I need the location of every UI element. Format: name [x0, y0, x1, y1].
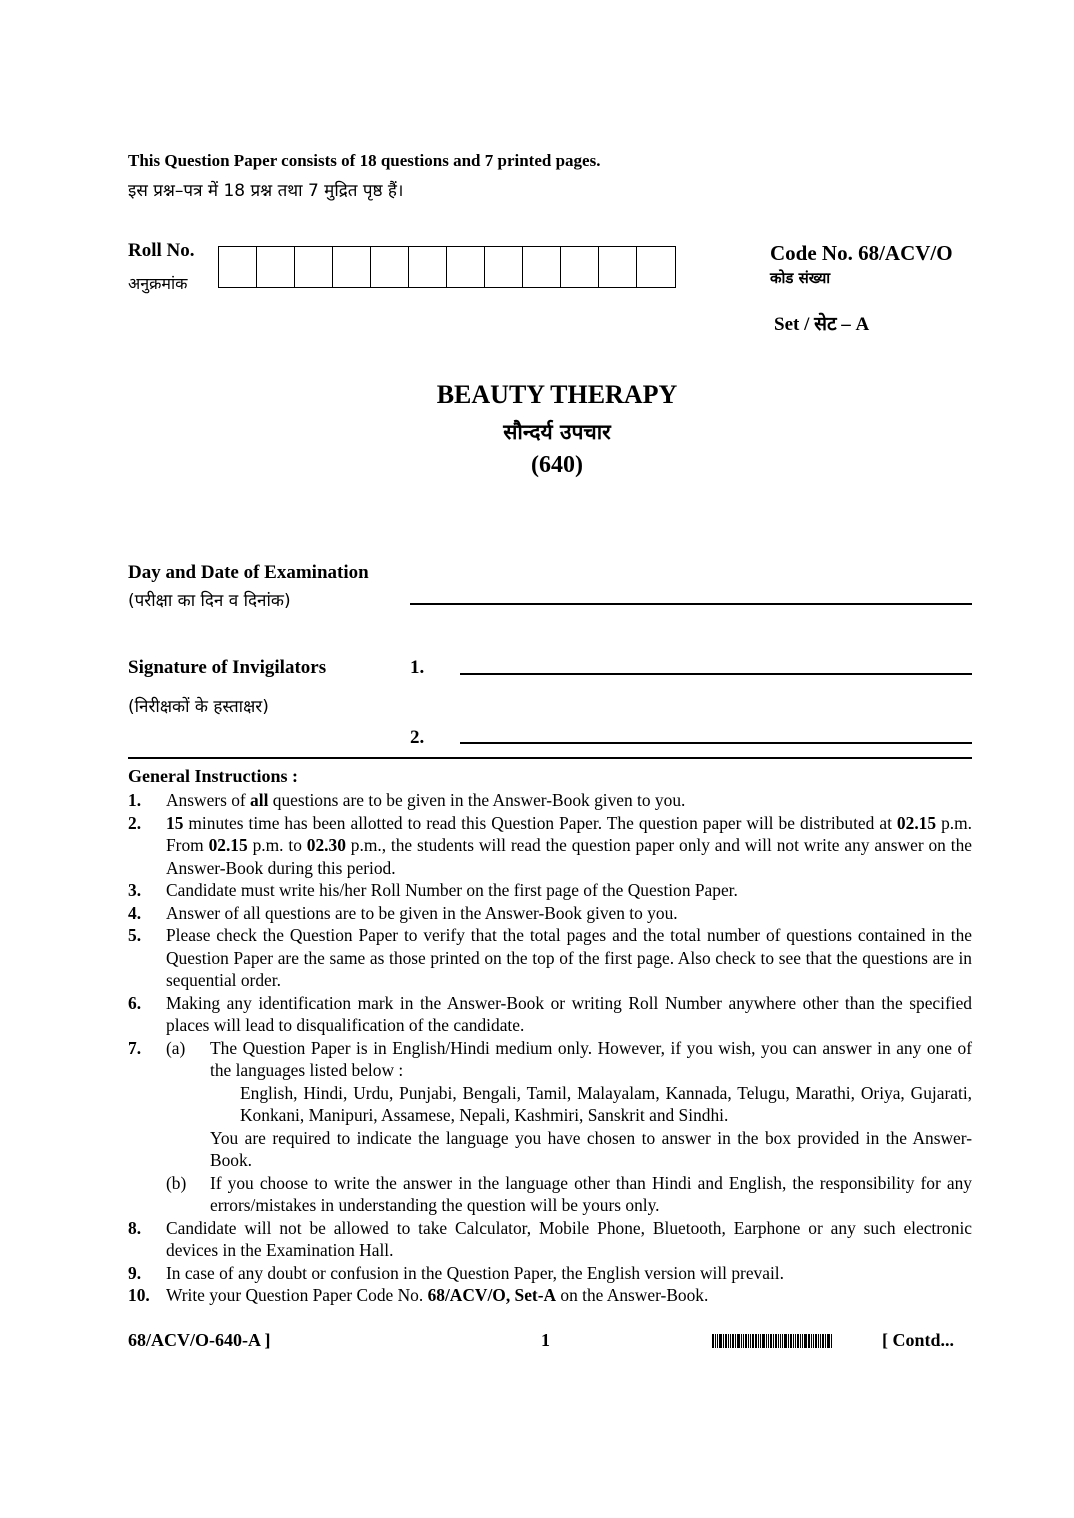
roll-number-box[interactable]	[599, 247, 637, 287]
instruction-item	[128, 1217, 972, 1262]
roll-number-box[interactable]	[561, 247, 599, 287]
instruction-item	[128, 812, 972, 880]
roll-number-box[interactable]	[485, 247, 523, 287]
exam-date-label: Day and Date of Examination	[128, 562, 369, 583]
instruction-item	[128, 1037, 972, 1217]
instructions-list	[128, 789, 972, 1307]
signature-2-field[interactable]	[460, 742, 972, 744]
paper-info-hindi: इस प्रश्न–पत्र में 18 प्रश्न तथा 7 मुद्रित पृष्ठ हैं।	[128, 181, 404, 201]
subject-title-hindi: सौन्दर्य उपचार	[503, 420, 611, 444]
instruction-item	[128, 1284, 972, 1307]
roll-number-label: Roll No.	[128, 240, 195, 261]
code-number: Code No. 68/ACV/O	[770, 241, 953, 265]
instruction-text: Making any identification mark in the Answer-Book or writing Roll Number anywhere other than the specified places will lead to disqualification of the candidate.	[166, 992, 972, 1035]
roll-number-label-hindi: अनुक्रमांक	[128, 274, 188, 293]
instruction-text: In case of any doubt or confusion in the Question Paper, the English version will prevail.	[166, 1262, 784, 1283]
subitem-label: (b)	[166, 1172, 187, 1193]
instructions-heading: General Instructions :	[128, 766, 298, 786]
instruction-number: 1.	[128, 790, 142, 810]
roll-number-box[interactable]	[257, 247, 295, 287]
subitem-text: The Question Paper is in English/Hindi medium only. However, if you wish, you can answer in any one of the languages listed below :	[210, 1037, 972, 1080]
page-number: 1	[541, 1330, 550, 1350]
paper-code-emphasis: 68/ACV/O, Set-A	[427, 1285, 557, 1305]
instruction-subitem	[166, 1172, 972, 1217]
footer-paper-code: 68/ACV/O-640-A ]	[128, 1330, 271, 1350]
invigilator-signature-label: Signature of Invigilators	[128, 657, 327, 678]
subitem-text: If you choose to write the answer in the language other than Hindi and English, the responsibility for any errors/mistakes in understanding the question will be yours only.	[210, 1172, 972, 1215]
instruction-text-part: on the Answer-Book.	[556, 1285, 709, 1305]
roll-number-box[interactable]	[219, 247, 257, 287]
exam-date-label-hindi: (परीक्षा का दिन व दिनांक)	[128, 591, 291, 611]
roll-number-box[interactable]	[447, 247, 485, 287]
roll-number-boxes[interactable]	[218, 246, 676, 288]
language-list: English, Hindi, Urdu, Punjabi, Bengali, Tamil, Malayalam, Kannada, Telugu, Marathi, Oriya, Gujarati, Konkani, Manipuri, Assamese, Nepali, Kashmiri, Sanskrit and Sindhi.	[240, 1082, 972, 1125]
roll-number-box[interactable]	[637, 247, 675, 287]
section-divider	[128, 757, 972, 759]
instruction-number: 3.	[128, 880, 142, 900]
subitem-text: You are required to indicate the language you have chosen to answer in the box provided in the Answer-Book.	[210, 1127, 972, 1170]
roll-number-box[interactable]	[333, 247, 371, 287]
signature-1-field[interactable]	[460, 673, 972, 675]
subitem-label: (a)	[166, 1037, 186, 1058]
instruction-number: 4.	[128, 902, 142, 923]
code-number-hindi: कोड संख्या	[770, 269, 831, 287]
instruction-text: Please check the Question Paper to verify that the total pages and the total number of questions contained in the Question Paper are the same as those printed on the top of the first page. Also check to see that the questions are in sequential order.	[166, 925, 972, 990]
instruction-item	[128, 902, 972, 925]
instruction-number: 9.	[128, 1262, 142, 1283]
instruction-subitem	[166, 1037, 972, 1172]
instruction-number: 7.	[128, 1037, 142, 1058]
instruction-number: 6.	[128, 992, 142, 1013]
instruction-text: Answer of all questions are to be given in the Answer-Book given to you.	[166, 902, 678, 923]
continued-label: [ Contd...	[882, 1330, 955, 1350]
roll-number-box[interactable]	[523, 247, 561, 287]
signature-2-number: 2.	[410, 727, 425, 748]
subject-code: (640)	[531, 452, 583, 478]
instruction-number: 5.	[128, 925, 142, 945]
instruction-text	[166, 1037, 972, 1217]
paper-info-english: This Question Paper consists of 18 questions and 7 printed pages.	[128, 151, 601, 170]
set-label: Set / सेट – A	[774, 314, 870, 335]
instruction-text	[166, 1284, 972, 1307]
instruction-item	[128, 879, 972, 902]
instruction-item	[128, 789, 972, 812]
instruction-number: 10.	[128, 1285, 150, 1305]
invigilator-signature-label-hindi: (निरीक्षकों के हस्ताक्षर)	[128, 697, 269, 717]
instruction-item	[128, 1262, 972, 1285]
roll-number-box[interactable]	[295, 247, 333, 287]
instruction-text: Candidate will not be allowed to take Calculator, Mobile Phone, Bluetooth, Earphone or any such electronic devices in the Examination Hall.	[166, 1217, 972, 1260]
exam-date-field[interactable]	[410, 603, 972, 605]
instruction-text: Answers of all questions are to be given in the Answer-Book given to you.	[166, 790, 686, 810]
instruction-item	[128, 992, 972, 1037]
instruction-number: 8.	[128, 1217, 142, 1238]
roll-number-box[interactable]	[371, 247, 409, 287]
subject-title: BEAUTY THERAPY	[436, 380, 678, 409]
roll-number-box[interactable]	[409, 247, 447, 287]
instruction-item	[128, 924, 972, 992]
signature-1-number: 1.	[410, 657, 425, 678]
instruction-text: 15 minutes time has been allotted to read this Question Paper. The question paper will be distributed at 02.15 p.m. From 02.15 p.m. to 02.30 p.m., the students will read the question paper only and will not write any answer on the Answer-Book during this period.	[166, 812, 972, 878]
instruction-number: 2.	[128, 812, 142, 833]
instruction-text: Candidate must write his/her Roll Number on the first page of the Question Paper.	[166, 880, 738, 900]
instruction-text-part: Write your Question Paper Code No.	[166, 1285, 428, 1305]
barcode-icon	[712, 1334, 872, 1348]
